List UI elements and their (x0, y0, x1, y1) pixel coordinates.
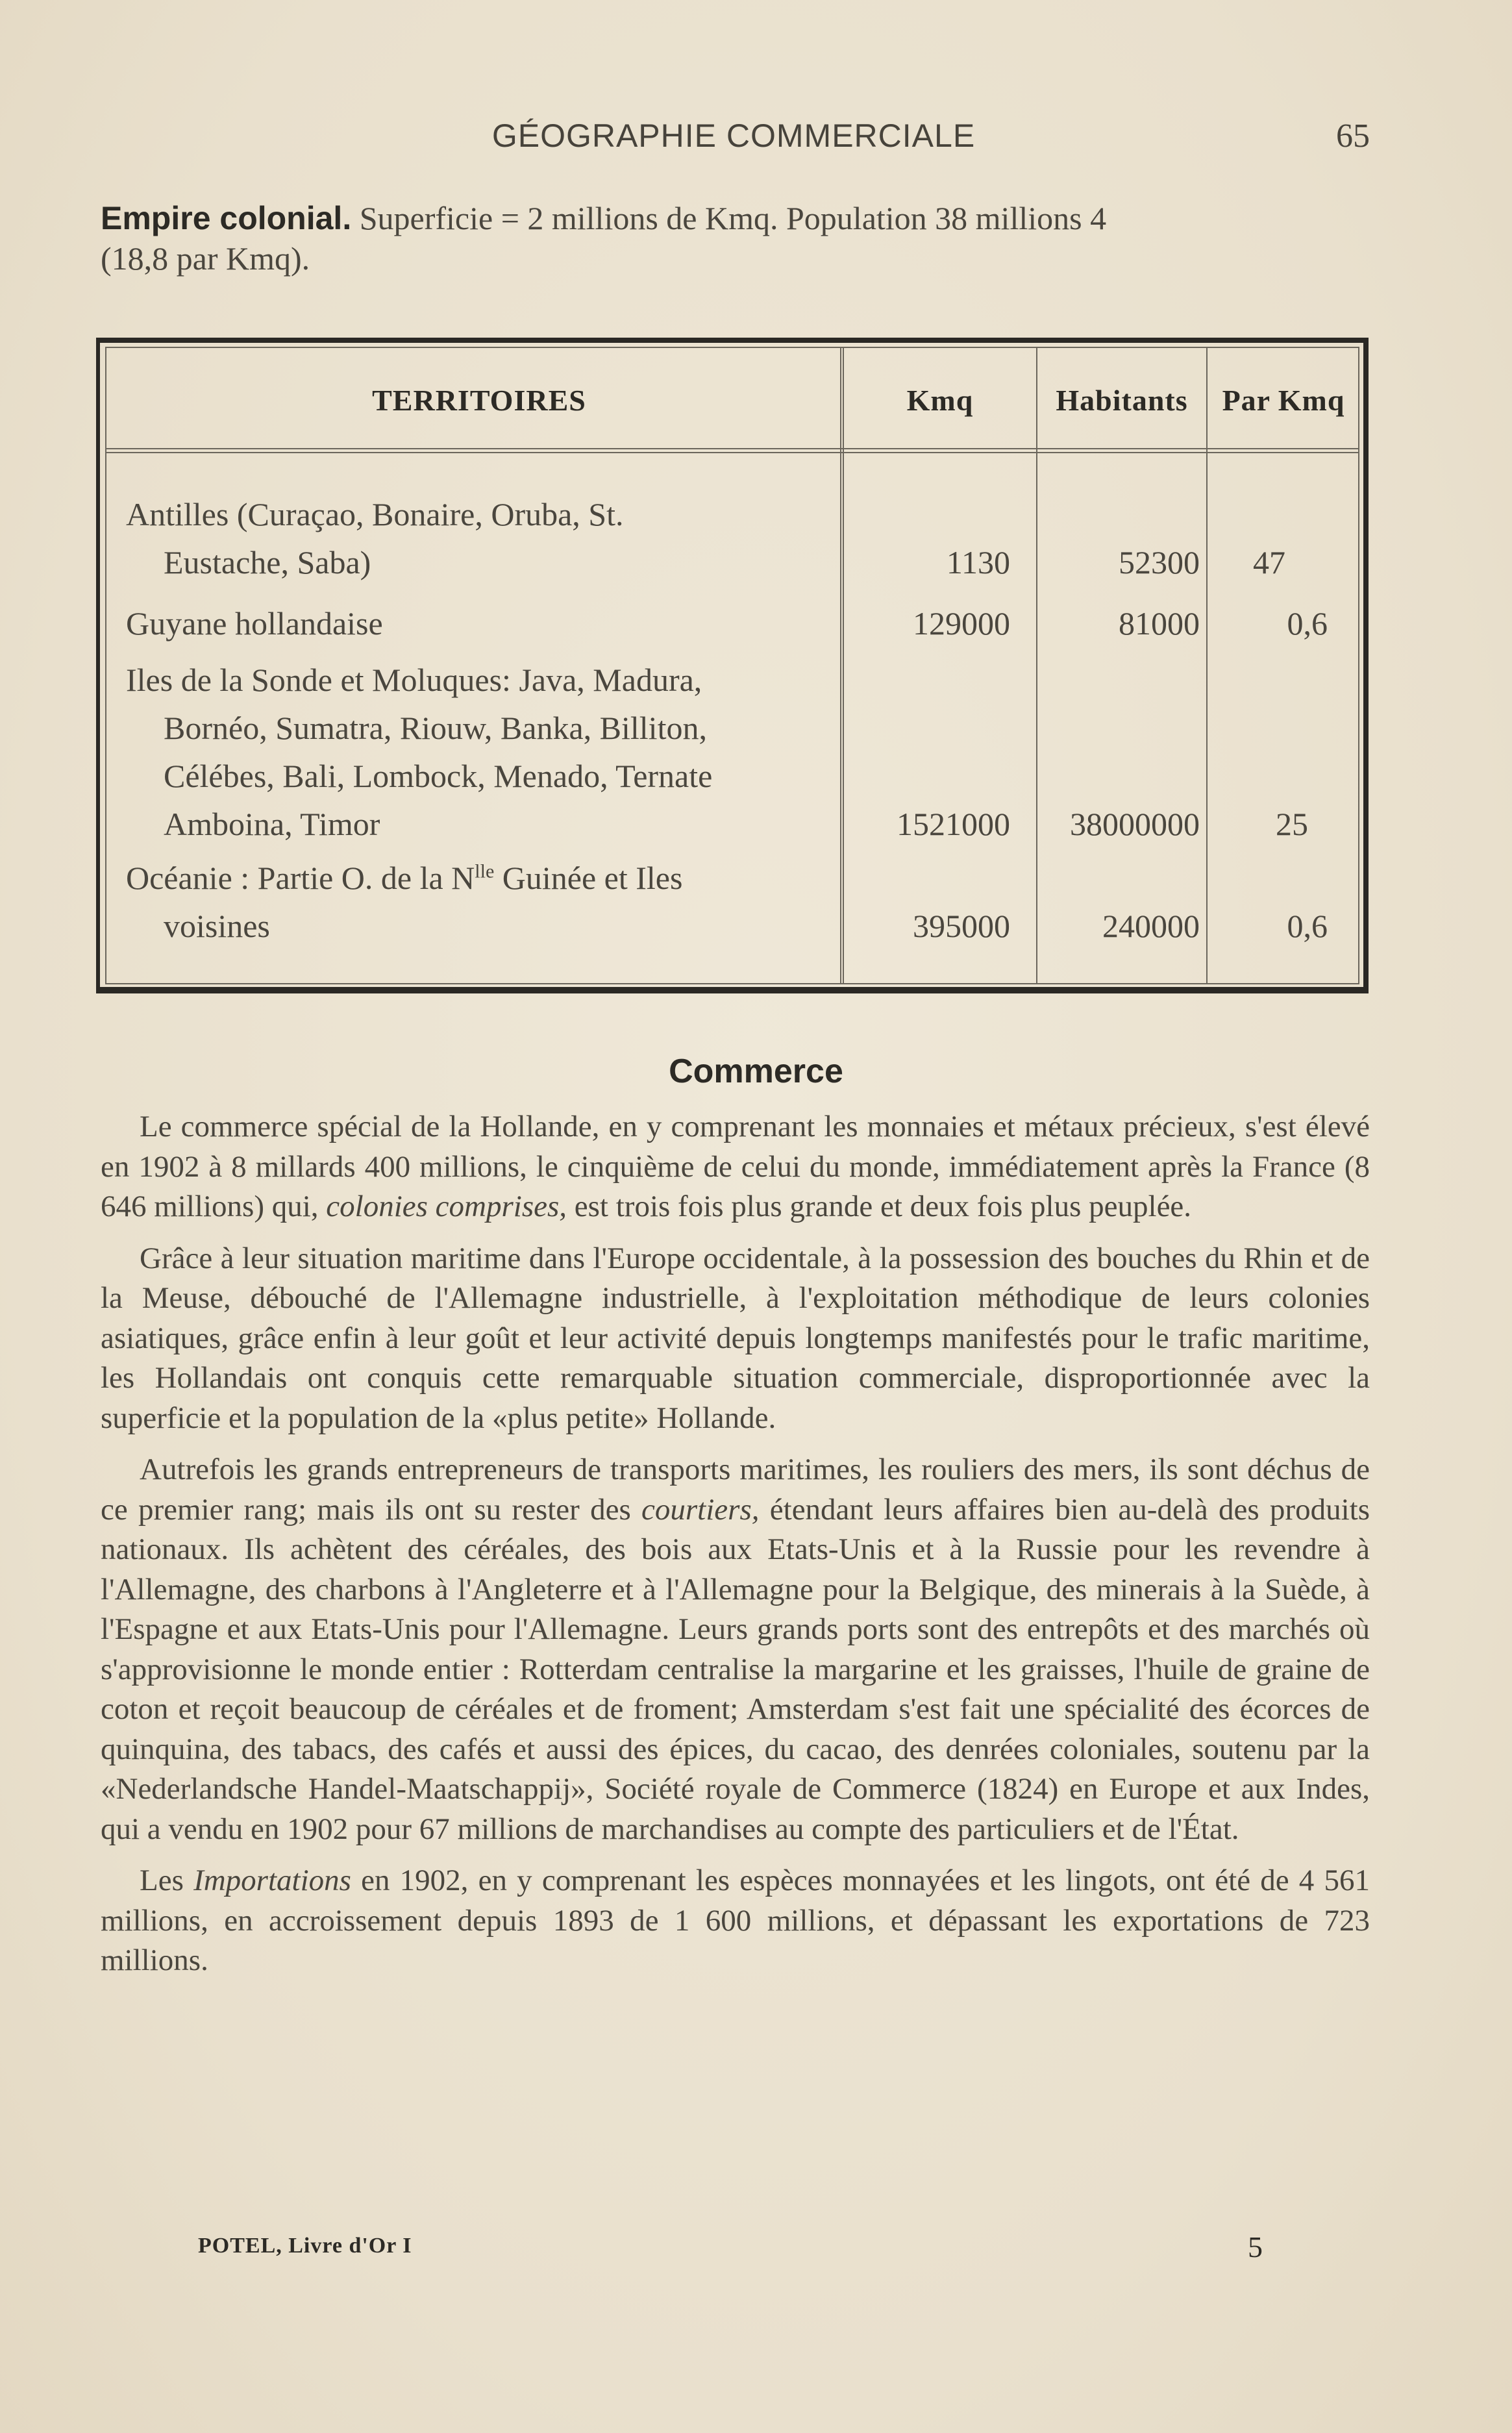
territory-name: Antilles (Curaçao, Bonaire, Oruba, St. Eustache, Saba) (126, 496, 624, 580)
colonial-table (96, 338, 1369, 993)
body-text (101, 1107, 1370, 1993)
cell-habitants: 38000000 (1070, 806, 1200, 842)
header-habitants: Habitants (1056, 384, 1188, 417)
paragraph: Le commerce spécial de la Hollande, en y comprenant les monnaies et métaux précieux, s'est élevé en 1902 à 8 millards 400 millions, le cinquième de celui du monde, immédiatement après la France (8 646 millions) qui, colonies comprises, est trois fois plus grande et deux fois plus peuplée. (101, 1110, 1370, 1223)
footer-sheet-number: 5 (1248, 2230, 1263, 2264)
header-territoires: TERRITOIRES (372, 384, 586, 417)
cell-par-kmq: 47 (1253, 544, 1285, 580)
cell-par-kmq: 0,6 (1287, 908, 1328, 944)
intro-text-line1: Superficie = 2 millions de Kmq. Population 38 millions 4 (351, 200, 1107, 236)
footer-signature: POTEL, Livre d'Or I (198, 2234, 412, 2258)
paragraph: Les Importations en 1902, en y comprenant les espèces monnayées et les lingots, ont été de 4 561 millions, en accroissement depuis 1893 de 1 600 millions, et dépassant les exportations de 723 millions. (101, 1864, 1370, 1977)
territory-name: Océanie : Partie O. de la $N^{lle}$ Guinée et Iles voisines (126, 860, 683, 944)
running-head (97, 117, 1370, 162)
paragraph: Grâce à leur situation maritime dans l'Europe occidentale, à la possession des bouches du Rhin et de la Meuse, débouché de l'Allemagne industrielle, à l'exploitation méthodique de leurs colonies asiatiques, grâce enfin à leur goût et leur activité depuis longtemps manifestés pour le trafic maritime, les Hollandais ont conquis cette remarquable situation commerciale, disproportionnée avec la superficie et la population de la «plus petite» Hollande. (101, 1241, 1370, 1435)
cell-kmq: 395000 (913, 908, 1010, 944)
column-divider (1036, 347, 1037, 984)
cell-habitants: 81000 (1119, 605, 1200, 642)
cell-par-kmq: 0,6 (1287, 605, 1328, 642)
running-title: GÉOGRAPHIE COMMERCIALE (491, 118, 976, 154)
territory-name: Iles de la Sonde et Moluques: Java, Madura, Bornéo, Sumatra, Riouw, Banka, Billiton, Célébes, Bali, Lombock, Menado, Ternate Amboina, Timor (126, 662, 713, 842)
header-rule (105, 448, 1359, 453)
intro-text-line2: (18,8 par Kmq). (101, 240, 310, 277)
cell-habitants: 240000 (1102, 908, 1200, 944)
cell-par-kmq: 25 (1276, 806, 1308, 842)
cell-kmq: 1130 (946, 544, 1010, 580)
column-divider (1206, 347, 1208, 984)
intro-lead: Empire colonial. (101, 200, 352, 236)
section-title: Commerce (669, 1053, 843, 1090)
territory-name: Guyane hollandaise (126, 605, 383, 642)
page-number: 65 (1336, 118, 1370, 155)
paragraph: Autrefois les grands entrepreneurs de transports maritimes, les rouliers des mers, ils sont déchus de ce premier rang; mais ils ont su rester des courtiers, étendant leurs affaires bien au-delà des produits nationaux. Ils achètent des céréales, des bois aux Etats-Unis et à la Russie pour les revendre à l'Allemagne, des charbons à l'Angleterre et à l'Allemagne pour la Belgique, des minerais à la Suède, à l'Espagne et aux Etats-Unis pour l'Allemagne. Leurs grands ports sont des entrepôts et des marchés où s'approvisionne le monde entier : Rotterdam centralise la margarine et les graisses, l'huile de graine de coton et reçoit beaucoup de céréales et de froment; Amsterdam s'est fait une spécialité des écorces de quinquina, des tabacs, des cafés et aussi des épices, du cacao, des denrées coloniales, soutenu par la «Nederlandsche Handel-Maatschappij», Société royale de Commerce (1824) en Europe et aux Indes, qui a vendu en 1902 pour 67 millions de marchandises au compte des particuliers et de l'État. (101, 1453, 1370, 1846)
intro-paragraph (101, 198, 1373, 279)
cell-kmq: 1521000 (897, 806, 1010, 842)
header-par-kmq: Par Kmq (1222, 384, 1345, 417)
page-footer (198, 2230, 1263, 2273)
cell-kmq: 129000 (913, 605, 1010, 642)
cell-habitants: 52300 (1119, 544, 1200, 580)
header-kmq: Kmq (906, 384, 974, 417)
